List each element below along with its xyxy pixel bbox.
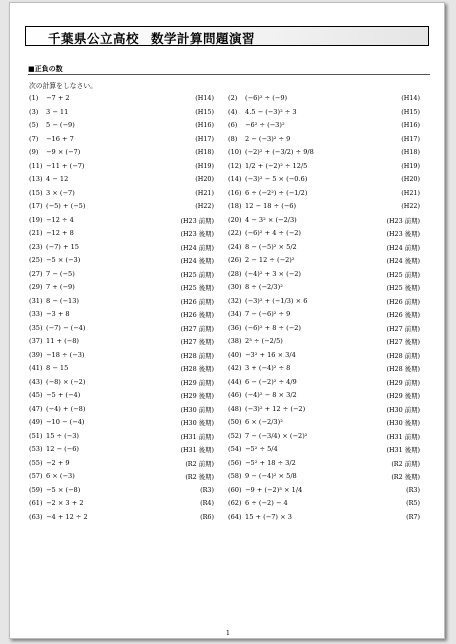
exam-year-tag: (H19) <box>195 161 214 170</box>
problem-item <box>228 145 314 159</box>
exam-year-tag: (H26 前期) <box>180 297 214 306</box>
exam-year-tag: (H23 前期) <box>180 216 214 225</box>
problem-number: (7) <box>29 134 39 143</box>
problem-number: (4) <box>228 107 238 116</box>
problem-item <box>228 442 278 456</box>
exam-year-tag: (H27 前期) <box>180 324 214 333</box>
exam-year-tag: (H27 前期) <box>386 324 420 333</box>
exam-year-tag: (H28 後期) <box>180 365 214 373</box>
exam-year-tag: (H21) <box>195 188 214 197</box>
problem-expression: 15 + (−7) × 3 <box>245 512 292 521</box>
problem-number: (41) <box>29 364 43 372</box>
problem-expression: 7 + (−9) <box>46 283 75 291</box>
problem-expression: −10 − (−4) <box>46 418 85 426</box>
problem-number: (27) <box>29 269 43 278</box>
exam-year-tag: (H18) <box>401 148 420 156</box>
problem-expression: 1/2 + (−2)² ÷ 12/5 <box>245 161 308 170</box>
problem-expression: −12 ÷ 4 <box>46 215 74 224</box>
exam-year-tag: (H24 後期) <box>180 257 214 265</box>
problem-item <box>228 375 297 389</box>
problem-item <box>29 334 79 348</box>
problem-number: (40) <box>228 350 242 359</box>
problem-expression: (−2)² + (−3/2) ÷ 9/8 <box>245 148 314 156</box>
exam-year-tag: (H17) <box>195 134 214 143</box>
problem-expression: 6 ÷ (−2) − 4 <box>245 499 288 507</box>
exam-year-tag: (R5) <box>406 499 420 507</box>
problem-item <box>29 496 84 510</box>
problem-expression: −4 + 12 ÷ 2 <box>46 512 88 521</box>
problem-item <box>228 483 302 497</box>
problem-expression: 15 ÷ (−3) <box>46 431 79 440</box>
exam-year-tag: (H29 前期) <box>180 378 214 387</box>
exam-year-tag: (R2 前期) <box>185 459 214 468</box>
problem-number: (6) <box>228 121 238 129</box>
problem-expression: (−3)² − 5 × (−0.6) <box>245 175 308 183</box>
problem-item <box>228 172 307 186</box>
problem-item <box>228 267 301 281</box>
problem-number: (25) <box>29 256 43 264</box>
problem-expression: (−5) + (−5) <box>46 202 86 210</box>
exam-year-tag: (H25 前期) <box>386 270 420 279</box>
problem-number: (52) <box>228 431 242 440</box>
exam-year-tag: (H24 前期) <box>180 243 214 252</box>
problem-number: (5) <box>29 121 39 129</box>
exam-year-tag: (H31 後期) <box>386 446 420 454</box>
title-bar <box>25 26 429 46</box>
problem-number: (50) <box>228 418 242 426</box>
page-title <box>48 29 255 47</box>
problem-item <box>228 415 283 429</box>
exam-year-tag: (H14) <box>195 94 214 102</box>
exam-year-tag: (H28 前期) <box>386 351 420 360</box>
problem-item <box>228 496 288 510</box>
problem-expression: −3 + 8 <box>46 310 70 318</box>
problem-expression: (−6)² + 8 ÷ (−2) <box>245 323 302 332</box>
instruction-text: 次の計算をしなさい。 <box>29 82 97 90</box>
exam-year-tag: (H16) <box>401 121 420 129</box>
problem-expression: 6 × (−3) <box>46 472 75 480</box>
problem-expression: −5 × (−3) <box>46 256 81 264</box>
problem-item <box>228 253 295 267</box>
problem-number: (54) <box>228 445 242 453</box>
problem-item <box>29 456 70 470</box>
exam-year-tag: (H30 前期) <box>180 405 214 414</box>
exam-year-tag: (H29 前期) <box>386 378 420 387</box>
problem-expression: −2 + 9 <box>46 458 70 467</box>
problem-number: (59) <box>29 485 43 494</box>
problem-item <box>29 240 79 254</box>
problem-expression: 2³ ÷ (−2/5) <box>245 337 283 345</box>
problem-item <box>29 186 75 200</box>
problem-item <box>29 199 85 213</box>
problem-item <box>29 105 68 119</box>
problem-expression: 8 − (−5)² × 5/2 <box>245 242 297 251</box>
problem-item <box>228 159 307 173</box>
problem-number: (61) <box>29 499 43 507</box>
problem-number: (14) <box>228 175 242 183</box>
problem-expression: −18 ÷ (−3) <box>46 350 85 359</box>
exam-year-tag: (H19) <box>401 161 420 170</box>
problem-expression: −2 × 3 + 2 <box>46 499 84 507</box>
problem-expression: (−4)² − 8 × 3/2 <box>245 391 297 399</box>
problem-expression: (−6)² + 4 ÷ (−2) <box>245 229 302 237</box>
worksheet-page <box>9 2 445 639</box>
problem-number: (37) <box>29 337 43 345</box>
problem-number: (29) <box>29 283 43 291</box>
problem-item <box>29 402 85 416</box>
problem-number: (23) <box>29 242 43 251</box>
problem-expression: −11 + (−7) <box>46 161 85 170</box>
problem-expression: 3 − 11 <box>46 107 69 116</box>
problem-number: (12) <box>228 161 242 170</box>
problem-number: (44) <box>228 377 242 386</box>
problem-item <box>29 213 74 227</box>
exam-year-tag: (H23 後期) <box>386 230 420 238</box>
exam-year-tag: (H25 後期) <box>386 284 420 292</box>
problem-number: (8) <box>228 134 238 143</box>
problem-expression: (−6)² ÷ (−9) <box>245 94 288 102</box>
problem-number: (3) <box>29 107 39 116</box>
exam-year-tag: (H27 後期) <box>180 338 214 346</box>
problem-number: (42) <box>228 364 242 372</box>
problem-item <box>29 348 85 362</box>
problem-expression: 6 ÷ (−2²) ÷ (−1/2) <box>245 188 308 197</box>
problem-expression: (−7) − (−4) <box>46 323 86 332</box>
problem-number: (55) <box>29 458 43 467</box>
problem-number: (22) <box>228 229 242 237</box>
problem-expression: −9 + (−2)³ × 1/4 <box>245 485 303 494</box>
problem-expression: 6 × (−2/3)² <box>245 418 283 426</box>
problem-expression: 2 − (−3)² ÷ 9 <box>245 134 291 143</box>
exam-year-tag: (H25 前期) <box>180 270 214 279</box>
problem-number: (28) <box>228 269 242 278</box>
problem-item <box>228 388 297 402</box>
problem-item <box>29 132 74 146</box>
exam-year-tag: (H30 後期) <box>180 419 214 427</box>
problem-number: (34) <box>228 310 242 318</box>
problem-expression: −9 × (−7) <box>46 148 81 156</box>
exam-year-tag: (H30 前期) <box>386 405 420 414</box>
exam-year-tag: (H28 前期) <box>180 351 214 360</box>
title-subtitle: 数学計算問題演習 <box>151 31 256 46</box>
problem-number: (2) <box>228 94 238 102</box>
problem-item <box>29 361 68 375</box>
problem-number: (43) <box>29 377 43 386</box>
title-main: 千葉県公立高校 <box>48 31 140 46</box>
problem-item <box>228 105 297 119</box>
exam-year-tag: (H26 前期) <box>386 297 420 306</box>
problem-item <box>29 483 80 497</box>
exam-year-tag: (H15) <box>195 107 214 116</box>
exam-year-tag: (H23 後期) <box>180 230 214 238</box>
exam-year-tag: (H21) <box>401 188 420 197</box>
problem-number: (51) <box>29 431 43 440</box>
problem-expression: 6 − (−2)² ÷ 4/9 <box>245 377 297 386</box>
exam-year-tag: (H26 後期) <box>386 311 420 319</box>
section-divider <box>28 74 430 75</box>
exam-year-tag: (H26 後期) <box>180 311 214 319</box>
exam-year-tag: (H14) <box>401 94 420 102</box>
problem-item <box>228 348 296 362</box>
problem-expression: 4 − 12 <box>46 175 69 183</box>
exam-year-tag: (H31 前期) <box>386 432 420 441</box>
problem-number: (58) <box>228 472 242 480</box>
problem-number: (17) <box>29 202 43 210</box>
problem-expression: 7 − (−3/4) × (−2)² <box>245 431 308 440</box>
problem-number: (24) <box>228 242 242 251</box>
exam-year-tag: (H22) <box>195 202 214 210</box>
problem-item <box>228 226 301 240</box>
page-number: 1 <box>225 629 231 637</box>
exam-year-tag: (R2 後期) <box>391 473 420 481</box>
problem-expression: −5² ÷ 5/4 <box>245 445 278 453</box>
problem-item <box>228 469 297 483</box>
problem-item <box>228 456 296 470</box>
problem-number: (46) <box>228 391 242 399</box>
problem-item <box>228 321 301 335</box>
problem-number: (32) <box>228 296 242 305</box>
problem-item <box>228 280 283 294</box>
problem-item <box>29 267 75 281</box>
problem-item <box>29 118 75 132</box>
problem-expression: (−3)² + 12 ÷ (−2) <box>245 404 306 413</box>
problem-expression: −3² + 16 × 3/4 <box>245 350 296 359</box>
problem-item <box>228 429 307 443</box>
problem-number: (13) <box>29 175 43 183</box>
problem-item <box>29 145 80 159</box>
problem-item <box>29 294 79 308</box>
problem-expression: −5 × (−8) <box>46 485 81 494</box>
problem-expression: 8 ÷ (−2/3)² <box>245 283 283 291</box>
problem-number: (56) <box>228 458 242 467</box>
problem-item <box>29 375 85 389</box>
exam-year-tag: (H22) <box>401 202 420 210</box>
exam-year-tag: (H16) <box>195 121 214 129</box>
problem-number: (64) <box>228 512 242 521</box>
problem-item <box>29 388 80 402</box>
problem-expression: 8 − (−13) <box>46 296 79 305</box>
problem-expression: 3 + (−4)² ÷ 8 <box>245 364 291 372</box>
problem-expression: −12 + 8 <box>46 229 74 237</box>
problem-number: (36) <box>228 323 242 332</box>
problem-number: (10) <box>228 148 242 156</box>
exam-year-tag: (H28 後期) <box>386 365 420 373</box>
problem-expression: −5² + 18 ÷ 3/2 <box>245 458 296 467</box>
problem-item <box>29 415 85 429</box>
exam-year-tag: (H24 前期) <box>386 243 420 252</box>
problem-item <box>228 402 305 416</box>
problem-expression: 4 − 3² × (−2/3) <box>245 215 297 224</box>
problem-expression: 3 × (−7) <box>46 188 75 197</box>
problem-number: (19) <box>29 215 43 224</box>
exam-year-tag: (H23 前期) <box>386 216 420 225</box>
problem-item <box>29 91 70 105</box>
problem-number: (11) <box>29 161 43 170</box>
problem-number: (47) <box>29 404 43 413</box>
problem-item <box>29 321 85 335</box>
problem-number: (21) <box>29 229 43 237</box>
problem-item <box>29 510 88 524</box>
problem-number: (57) <box>29 472 43 480</box>
problem-item <box>29 307 70 321</box>
exam-year-tag: (H30 後期) <box>386 419 420 427</box>
problem-number: (33) <box>29 310 43 318</box>
problem-item <box>228 510 292 524</box>
exam-year-tag: (H24 後期) <box>386 257 420 265</box>
problem-expression: 12 − 18 ÷ (−6) <box>245 202 297 210</box>
problem-expression: −6² ÷ (−3)² <box>245 121 285 129</box>
problem-expression: 11 + (−8) <box>46 337 79 345</box>
problem-number: (1) <box>29 94 39 102</box>
exam-year-tag: (H15) <box>401 107 420 116</box>
exam-year-tag: (H29 後期) <box>386 392 420 400</box>
problem-expression: 9 − (−4)² × 5/8 <box>245 472 297 480</box>
problem-item <box>29 280 75 294</box>
problem-expression: (−8) × (−2) <box>46 377 86 386</box>
problem-item <box>29 469 75 483</box>
problem-expression: 7 − (−6)² ÷ 9 <box>245 310 291 318</box>
exam-year-tag: (H29 後期) <box>180 392 214 400</box>
problem-number: (31) <box>29 296 43 305</box>
problem-expression: (−7) + 15 <box>46 242 79 251</box>
problem-item <box>228 91 287 105</box>
exam-year-tag: (H18) <box>195 148 214 156</box>
problem-item <box>228 334 283 348</box>
exam-year-tag: (R7) <box>406 512 420 521</box>
problem-item <box>29 159 85 173</box>
problem-number: (49) <box>29 418 43 426</box>
problem-expression: (−4) + (−8) <box>46 404 86 413</box>
exam-year-tag: (R6) <box>200 512 214 521</box>
problem-number: (60) <box>228 485 242 494</box>
problem-number: (53) <box>29 445 43 453</box>
problem-number: (30) <box>228 283 242 291</box>
problem-expression: −7 + 2 <box>46 94 70 102</box>
problem-number: (26) <box>228 256 242 264</box>
problem-number: (45) <box>29 391 43 399</box>
exam-year-tag: (H27 後期) <box>386 338 420 346</box>
exam-year-tag: (H20) <box>195 175 214 183</box>
problem-item <box>29 442 79 456</box>
problem-number: (39) <box>29 350 43 359</box>
problem-item <box>228 294 307 308</box>
problem-item <box>29 429 79 443</box>
exam-year-tag: (H20) <box>401 175 420 183</box>
problem-item <box>29 253 80 267</box>
problem-expression: 12 − (−6) <box>46 445 79 453</box>
problem-number: (16) <box>228 188 242 197</box>
problem-item <box>228 118 285 132</box>
problem-item <box>228 307 290 321</box>
problem-number: (38) <box>228 337 242 345</box>
exam-year-tag: (R3) <box>200 485 214 494</box>
problem-item <box>228 132 290 146</box>
problem-number: (18) <box>228 202 242 210</box>
problem-item <box>228 199 296 213</box>
problem-item <box>29 226 74 240</box>
exam-year-tag: (H31 前期) <box>180 432 214 441</box>
exam-year-tag: (H31 後期) <box>180 446 214 454</box>
problem-expression: −16 + 7 <box>46 134 74 143</box>
section-heading: ■正負の数 <box>28 65 63 73</box>
problem-expression: (−4)² + 3 × (−2) <box>245 269 302 278</box>
problem-expression: 4.5 − (−3)² ÷ 3 <box>245 107 297 116</box>
problem-expression: 7 − (−5) <box>46 269 75 278</box>
problem-number: (62) <box>228 499 242 507</box>
problem-item <box>228 240 297 254</box>
problem-expression: (−3)² + (−1/3) × 6 <box>245 296 308 305</box>
problem-item <box>228 213 297 227</box>
exam-year-tag: (R2 後期) <box>185 473 214 481</box>
exam-year-tag: (H25 後期) <box>180 284 214 292</box>
exam-year-tag: (H17) <box>401 134 420 143</box>
problem-item <box>228 186 307 200</box>
exam-year-tag: (R2 前期) <box>391 459 420 468</box>
problem-number: (20) <box>228 215 242 224</box>
problem-number: (63) <box>29 512 43 521</box>
problem-number: (9) <box>29 148 39 156</box>
problem-expression: 8 − 15 <box>46 364 69 372</box>
problem-expression: 5 − (−9) <box>46 121 75 129</box>
problem-expression: 2 − 12 ÷ (−2)² <box>245 256 295 264</box>
exam-year-tag: (R3) <box>406 485 420 494</box>
problem-number: (48) <box>228 404 242 413</box>
exam-year-tag: (R4) <box>200 499 214 507</box>
problem-expression: −5 + (−4) <box>46 391 81 399</box>
problem-item <box>29 172 68 186</box>
problem-number: (35) <box>29 323 43 332</box>
problem-item <box>228 361 290 375</box>
problem-number: (15) <box>29 188 43 197</box>
